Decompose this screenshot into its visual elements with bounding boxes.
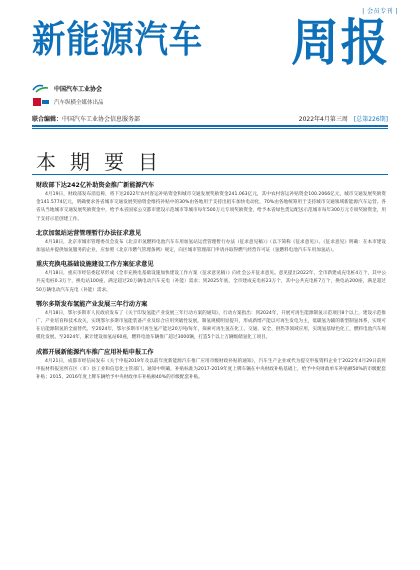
organization-logos bbox=[32, 82, 192, 110]
article-list bbox=[36, 181, 386, 387]
masthead bbox=[32, 14, 390, 76]
article-body: 4月18日，北京市城市管理委员会发布《北京市氢燃料电池汽车车用加氢站运营管理暂行办法（征求意见稿）》（以下简称《征求意见》）。《征求意见》明确：在本市建设加氢站并提供加氢服务的企业，应参照《北京市燃气管理条例》规定，向区城市管理部门申请并取得燃气经营许可证（氢燃料电池汽车车用加氢站）。 bbox=[36, 239, 386, 254]
article-body: 4月19日，财政部发布消息称，将下达2022年农村客运补贴资金和城市交通发展奖励资金241.063亿元，其中农村客运补贴资金100.2066亿元，城市交通发展奖励资金141.5774亿元，明确要求各省城市交通发展奖励资金维持补贴中的30%由各地用于支持出租车加快电动化，70%由各地统筹用于支持城市交通领域新能源汽车运营。各省从当地城市交通发展奖励资金中，给予本省国家公交都市建设示范城市等城市每年500万元专项奖励资金，给予本省绿色货运配送示范城市每年300万元专项奖励资金，用于支持示范创建工作。 bbox=[36, 192, 386, 222]
sponsor-name: 中国汽车工业协会信息服务部 bbox=[62, 115, 141, 123]
issue-info-bar bbox=[32, 112, 388, 124]
issue-date: 2022年4月第三周 bbox=[298, 115, 348, 123]
summary-rule bbox=[32, 174, 388, 175]
org-row-caam bbox=[32, 82, 192, 94]
article-body: 4月18日，鄂尔多斯市人民政府发布了《关于印发氢能产业发展三年行动方案的通知》，行动方案指出：到2024年，开展可再生能源制氢示范项目8个以上，建设示范推广、产业培育和技术攻关，实现鄂尔多斯市氢能装备产业及综合应用突破性发展。制氢规模明显提升，形成新增产能以可再生发电为主，低碳氢为辅的新型制氢体系，实现可在后能源制氢的全面替代。至2024年，鄂尔多斯市可再生氢产能达20万吨/每年，探索可再生氢在化工、交通、安全、供热等领域应用，实现氢基绿色化工，燃料电池汽车规模化发展。至2024年，累计建设加氢站60座，燃料电池车辆推广超过3000辆，打造5个以上万辆级储氢化工项目。 bbox=[36, 310, 386, 341]
article-item bbox=[36, 229, 386, 255]
article-item bbox=[36, 348, 386, 383]
org-row-auto-info bbox=[32, 96, 192, 108]
article-item bbox=[36, 181, 386, 224]
article-title[interactable]: 财政部下达242亿补助资金推广新能源汽车 bbox=[36, 182, 155, 189]
header-rule-thick bbox=[32, 125, 388, 127]
article-title[interactable]: 重庆充换电基础设施建设工作方案征求意见 bbox=[36, 261, 154, 269]
header-rule-thin bbox=[32, 128, 388, 129]
sponsor-label: 联合编辑： bbox=[32, 115, 63, 123]
article-item bbox=[36, 260, 386, 295]
issue-total-number: [总第226期] bbox=[353, 115, 388, 123]
article-title[interactable]: 鄂尔多斯发布氢能产业发展三年行动方案 bbox=[36, 300, 148, 308]
article-title[interactable]: 北京加氢站运营管理暂行办法征求意见 bbox=[36, 229, 142, 237]
auto-info-logo-icon bbox=[32, 97, 50, 107]
article-body: 4月18日，重庆市经信委起草形成《全市充换电基础设施加快建设工作方案（征求意见稿）》向社会公开征求意见。意见提出2022年，全市新建成充电桩4万个，其中公共充电桩0.3万个，换电站100座，满足超过20万辆电动汽车充电（补能）需求；到2025年底，全市建成充电桩23万个，其中公共充电桩7万个，换电站200座，满足超过50万辆电动汽车充电（补能）需求。 bbox=[36, 271, 386, 293]
org-name-caam: 中国汽车工业协会 bbox=[54, 85, 103, 93]
article-body: 4月21日，成都市经信局发布《关于申报2019年及以前年度新能源汽车推广应用市级财政补贴的通知》，汽车生产企业或代为提交申报资料企业于2022年4月29日前将申报材料报送所在区（市）县工业和信息化主管部门。通知中明确，补贴标准为2017-2019年度上牌车辆在中央财政补贴基础上，给予中央财政单车补贴额50%的市级配套补贴；2015、2016年度上牌车辆给予中央财政单车补贴额40%的市级配套补贴。 bbox=[36, 358, 386, 381]
article-title[interactable]: 成都开展新能源汽车推广应用补贴申报工作 bbox=[36, 348, 154, 356]
members-edition-tag: | 会员专刊 | bbox=[362, 8, 398, 15]
article-item bbox=[36, 300, 386, 343]
org-name-auto-info: 汽车纵横全媒体出品 bbox=[54, 100, 104, 106]
publication-weekly-label: 周报 bbox=[291, 14, 390, 72]
publication-title: 新能源汽车 bbox=[32, 18, 203, 61]
caam-logo-icon bbox=[32, 83, 50, 93]
sponsor-line bbox=[32, 114, 299, 123]
summary-heading: 本期要目 bbox=[36, 150, 172, 174]
